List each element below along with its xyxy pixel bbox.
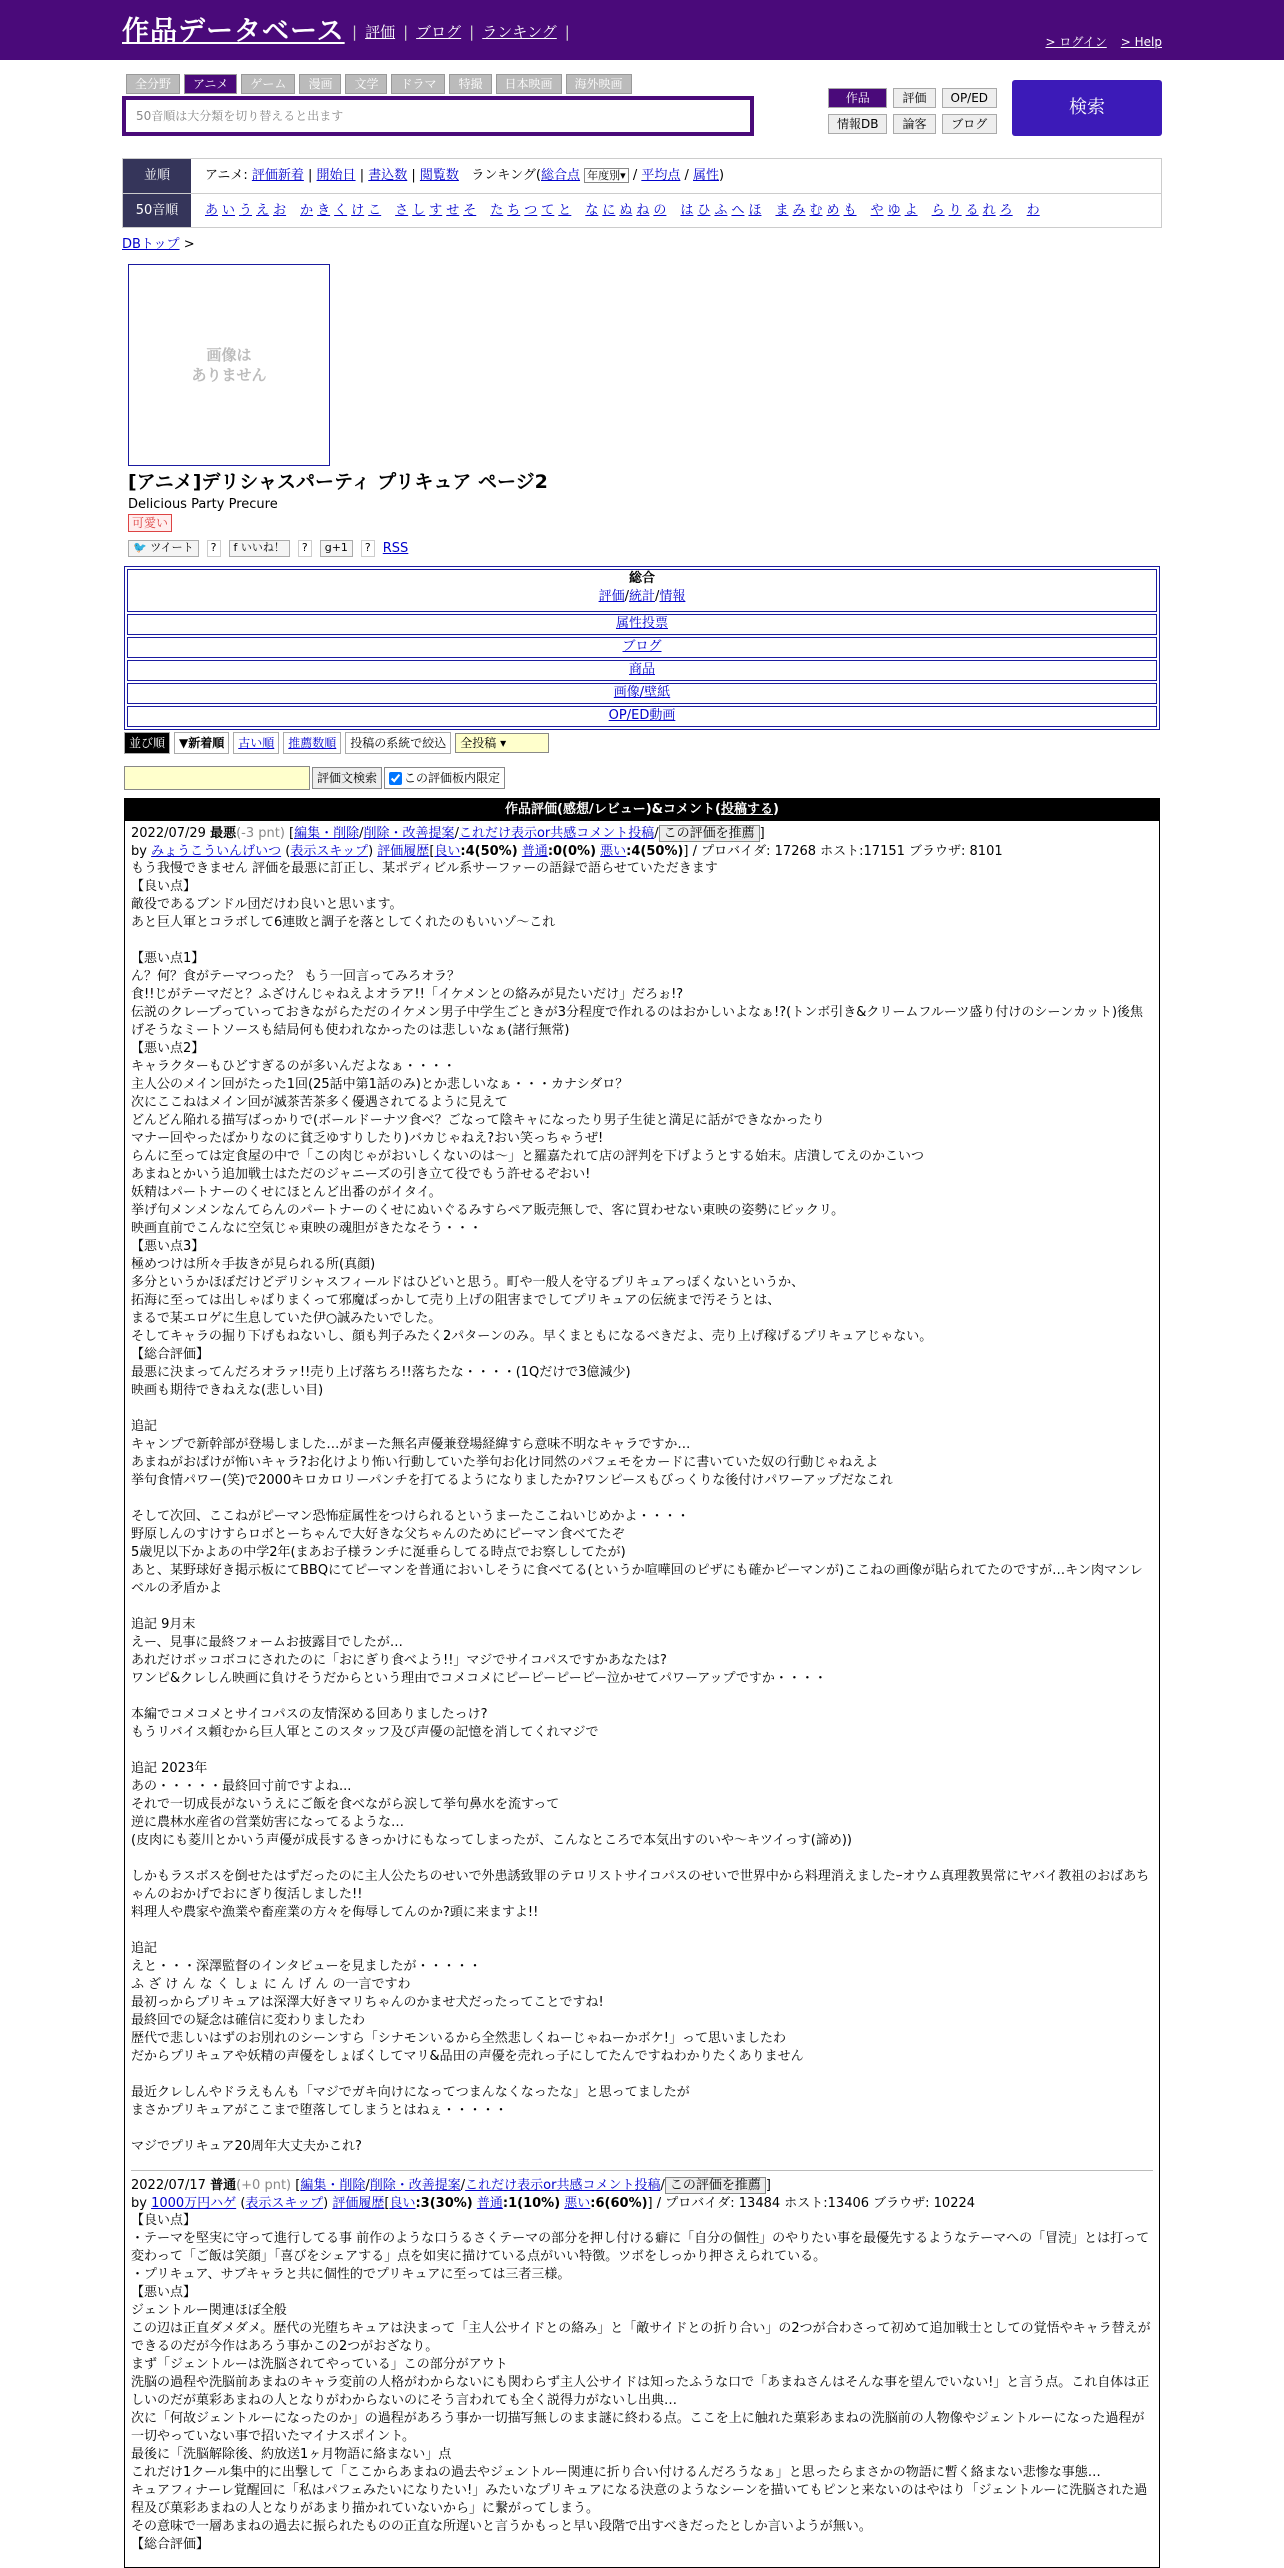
tab-fmovie[interactable]: 海外映画 [566,74,632,94]
kana-link[interactable]: く [334,202,348,218]
menu-oped[interactable]: OP/ED動画 [608,708,676,723]
sort-newest[interactable]: ▼新着順 [174,732,229,754]
normal-link[interactable]: 普通 [476,2195,503,2211]
menu-overall: 総合 [628,571,655,586]
good-link[interactable]: 良い [434,843,461,859]
kana-link[interactable]: ほ [748,202,762,218]
review-text: 【良い点】 ・テーマを堅実に守って進行してる事 前作のような口うるさくテーマの部分を押し付ける癖に「自分の個性」のやりたい事を最優先するようなテーマへの「冒涜」とは打って変わって「ご飯は笑顔」「喜びをシェアする」点を如実に描けている点がいい特徴。ツボをしっかり押さえられている。 ・プリキュア、サブキャラと共に個性的でプリキュアに至っては三者三様。 【悪い点】 ジェントルー関連ほぼ全般 この辺は正直ダメダメ。歴代の光堕ちキュアは決まって「主人公サイドとの絡み」と「敵サイドとの折り合い」の2つが合わさって初めて追加戦士としての覚悟やキャラ替えができるのだが今作はあろう事かこの2つがおざなり。 まず「ジェントルーは洗脳されてやっている」この部分がアウト 洗脳の過程や洗脳前あまねのキャラ変前の人格がわからないにも関わらず主人公サイドは知ったふうな口で「あまねさんはそんな事を望んでいない!」と言う点。これ自体は正しいのだが菓彩あまねの人となりがわからないのにそう言われても全く説得力がないし出典… 次に「何故ジェントルーになったのか」の過程があろう事か一切描写無しのまま謎に終わる点。ここを上に触れた菓彩あまねの洗脳前の人物像やジェントルーになった過程が一切やっていない事で招いたマイナスポイント。 最後に「洗脳解除後、約放送1ヶ月物語に絡まない」点 これだけ1クール集中的に出撃して「ここからあまねの過去やジェントルー関連に折り合い付けるんだろうなぁ」と思ったらまさかの物語に暫く絡まない悲惨な事態… キュアフィナーレ覚醒回に「私はパフェみたいになりたい!」みたいなプリキュアになる決意のようなシーンを描いてもピンと来ないのはやはり「ジェントルーに洗脳された過程及び菓彩あまねの人となりがあまり描かれていないから」に繋がってしまう。 その意味で一層あまねの過去に振られたものの正直な所遅いと言うかもっと早い段階で出すべきだったとしか言いようが無い。 【総合評価】 [131,2213,1151,2553]
bad-link[interactable]: 悪い [564,2195,591,2211]
page-title: [アニメ]デリシャスパーティ プリキュア ページ2 [128,471,548,493]
kana-link[interactable]: せ [446,202,460,218]
search-input[interactable]: 50音順は大分類を切り替えると出ます [122,96,754,136]
gplus-button[interactable]: g+1 [320,540,353,557]
kana-link[interactable]: わ [1026,202,1040,218]
kana-link[interactable]: へ [731,202,745,218]
search-opt-review[interactable]: 評価 [893,88,935,108]
kana-link[interactable]: な [585,202,599,218]
edit-link[interactable]: 編集・削除 [294,826,360,841]
help-link[interactable]: > Help [1120,35,1162,49]
search-options [828,88,997,134]
edit-link[interactable]: 編集・削除 [300,2178,366,2194]
review-date: 2022/07/17 [131,2178,206,2194]
menu-info[interactable]: 情報 [659,588,686,604]
kana-link[interactable]: た [490,202,504,218]
limit-checkbox[interactable]: この評価板内限定 [384,767,505,789]
review-user[interactable]: みょうこういんげいつ [151,843,282,859]
review-points: (+0 pnt) [236,2178,292,2194]
review-rating: 最悪 [210,826,237,841]
review-search-input[interactable] [124,766,310,790]
tab-anime[interactable]: アニメ [184,74,237,94]
menu-images[interactable]: 画像/壁紙 [613,685,671,700]
reviews-header: 作品評価(感想/レビュー)&コメント(投稿する) [125,799,1159,821]
kana-link[interactable]: あ [205,202,219,218]
ranking-attribute[interactable]: 属性 [693,168,720,184]
category-tabs [126,74,632,94]
kana-link[interactable]: む [809,202,823,218]
site-logo[interactable]: 作品データベース [122,16,345,47]
tab-drama[interactable]: ドラマ [391,74,445,94]
review-stats: / プロバイダ: 17268 ホスト:17151 ブラウザ: 8101 [692,843,1003,859]
kana-link[interactable]: り [948,202,962,218]
search-opt-infodb[interactable]: 情報DB [828,114,887,134]
recommend-button[interactable]: この評価を推薦 [659,825,760,842]
bad-link[interactable]: 悪い [600,843,627,859]
kana-index [191,202,1044,220]
kana-link[interactable]: の [653,202,667,218]
work-menu: 総合 評価/統計/情報 属性投票 ブログ 商品 画像/壁紙 OP/ED動画 [124,566,1160,730]
sort-bar [124,732,549,754]
nav-ranking[interactable]: ランキング [482,23,557,41]
normal-link[interactable]: 普通 [521,843,548,859]
kana-link[interactable]: い [222,202,236,218]
kana-link[interactable]: て [541,202,555,218]
tab-literature[interactable]: 文学 [345,74,387,94]
kana-link[interactable]: け [351,202,365,218]
kana-link[interactable]: つ [524,202,538,218]
sort-order-label: 並び順 [124,732,170,754]
header-bar [0,0,1284,60]
kana-link[interactable]: ね [636,202,650,218]
skip-link[interactable]: 表示スキップ [290,843,369,859]
kana-link[interactable]: も [843,202,857,218]
sort-views[interactable]: 閲覧数 [419,168,459,184]
kana-link[interactable]: さ [395,202,409,218]
kana-link[interactable]: ぬ [619,202,633,218]
report-link[interactable]: 削除・改善提案 [363,826,455,841]
skip-link[interactable]: 表示スキップ [245,2195,324,2211]
sort-new-reviews[interactable]: 評価新着 [251,168,304,184]
social-buttons: 🐦 ツイート ? f いいね！ ? g+1 ? RSS [128,540,408,558]
kana-link[interactable]: ま [775,202,789,218]
menu-blog[interactable]: ブログ [622,639,662,654]
sort-oldest[interactable]: 古い順 [233,732,279,754]
kana-link[interactable]: め [826,202,840,218]
review-text: もう我慢できません 評価を最悪に訂正し、某ポディビル系サーファーの語録で語らせていただきます 【良い点】 敵役であるブンドル団だけわ良いと思います。 あと巨人軍とコラボして6連敗と調子を落としてくれたのもいいゾ〜これ 【悪い点1】 ん？何？食がテーマつった？ もう一回言ってみろオラ？ 食!!じがテーマだと？ふざけんじゃねえよオラア!!「イケメンとの絡みが見たいだけ」だろぉ!? 伝説のクレープっていっておきながらただのイケメン男子中学生ごときが3分程度で作れるのはおかしいよなぁ!?(トンボ引き&クリームフルーツ盛り付けのシーンカット)後焦げそうなミートソースも結局何も使われなかったのは悲しいなぁ(諸行無常) 【悪い点2】 キャラクターもひどすぎるのが多いんだよなぁ・・・・ 主人公のメイン回がたった1回(25話中第1話のみ)とか悲しいなぁ・・・カナシダロ？ 次にここねはメイン回が滅茶苦茶多く優遇されてるように見えて どんどん陥れる描写ばっかりで(ボールドーナツ食べ？ごなって陰キャになったり男子生徒と満足に話ができなかったり マナー回やったばかりなのに貧乏ゆすりしたり)バカじゃねえ?おい笑っちゃうぜ! らんに至っては定食屋の中で「この肉じゃがおいしくないのは〜」と羅嘉たれて店の評判を下げようとする始末。店潰してえのかこいつ あまねとかいう追加戦士はただのジャニーズの引き立て役でもう許せるぞおい! 妖精はパートナーのくせにほとんど出番のがイタイ。 挙げ句メンメンなんてらんのパートナーのくせにぬいぐるみすらペア販売無しで、客に買わせない東映の姿勢にビックリ。 映画直前でこんなに空気じゃ東映の魂胆がきたなそう・・・ 【悪い点3】 極めつけは所々手抜きが見られる所(真顔) 多分というかほぼだけどデリシャスフィールドはひどいと思う。町や一般人を守るプリキュアっぽくないというか、 拓海に至っては出しゃばりまくって邪魔ばっかして売り上げの阻害までしてプリキュアの伝統まで汚そうとは、 まるで某エロゲに生息していた伊○誠みたいでした。 そしてキャラの掘り下げもねないし、顔も判子みたく2パターンのみ。早くまともになるべきだよ、売り上げ稼げるプリキュアじゃない。 【総合評価】 最悪に決まってんだろオラァ!!売り上げ落ちろ!!落ちたな・・・・(1Qだけで3億減少) 映画も期待できねえな(悲しい目) 追記 キャンプで新幹部が登場しました…がまーた無名声優兼登場経緯すら意味不明なキャラですか… あまねがおばけが怖いキャラ?お化けより怖い行動していた挙句お化け同然のパフェモをカードに書いていた奴の行動じゃねえよ 挙句食情パワー(笑)で2000キロカロリーパンチを打てるようになりましたか?ワンピースもびっくりな後付けパワーアップだなこれ そして次回、ここねがピーマン恐怖症属性をつけられるというまーたここねいじめかよ・・・・ 野原しんのすけすらロボとーちゃんで大好きな父ちゃんのためにピーマン食べてたぞ 5歳児以下かよあの中学2年(まあお子様ランチに涎垂らしてる時点でお察ししてたが) あと、某野球好き掲示板にてBBQにてピーマンを普通においしそうに食べてる(というか喧嘩回のピザにも確かピーマンが)ここねの画像が貼られてたのですが…キン肉マンレベルの矛盾かよ 追記 9月末 えー、見事に最終フォームお披露目でしたが… あれだけボッコボコにされたのに「おにぎり食べよう!!」マジでサイコパスですかあなたは? ワンピ&クレしん映画に負けそうだからという理由でコメコメにピーピーピーピー泣かせてパワーアップですか・・・・ 本編でコメコメとサイコパスの友情深める回ありましたっけ? もうリバイス頼むから巨人軍とこのスタッフ及び声優の記憶を消してくれマジで 追記 2023年 あの・・・・・最終回寸前ですよね... それで一切成長がないうえにご飯を食べながら涙して挙句鼻水を流すって 逆に農林水産省の営業妨害になってるような… (皮肉にも菱川とかいう声優が成長するきっかけにもなってしまったが、こんなところで本気出すのいや〜キツイっす(諦め)) しかもラスボスを倒せたはずだったのに主人公たちのせいで外患誘致罪のテロリストサイコパスのせいで世界中から料理消えましたｰオウム真理教異常にヤバイ教祖のおばあちゃんのおかげでおにぎり復活しました!! 料理人や農家や漁業や畜産業の方々を侮辱してんのか?頭に来ますよ!! 追記 えと・・・深澤監督のインタビューを見ましたが・・・・・ ふ ざ け ん な く しょ に ん げ ん の一言ですわ 最初っからプリキュアは深澤大好きマリちゃんのかませ犬だったってことですね! 最終回での疑念は確信に変わりましたわ 歴代で悲しいはずのお別れのシーンすら「シナモンいるから全然悲しくねーじゃねーかボケ!」って思いましたわ だからプリキュアや妖精の声優をしょぼくしてマリ&品田の声優を売れっ子にしてたんですねわかりたくありません 最近クレしんやドラえもんも「マジでガキ向けになってつまんなくなったな」と思ってましたが まさかプリキュアがここまで堕落してしまうとはねぇ・・・・・ マジでプリキュア20周年大丈夫かこれ? [131,861,1150,2155]
review-date: 2022/07/29 [131,826,206,841]
kana-link[interactable]: は [680,202,694,218]
reviews-section [124,798,1160,2568]
sort-recommend[interactable]: 推薦数順 [283,732,341,754]
review-points: (-3 pnt) [236,826,285,841]
review-search-button[interactable]: 評価文検索 [312,767,382,789]
post-review-link[interactable]: 投稿する [720,802,773,817]
review-rating: 普通 [210,2178,237,2194]
show-only-link[interactable]: これだけ表示or共感コメント投稿 [458,826,655,841]
year-select[interactable]: 年度別▾ [584,168,629,183]
breadcrumb: DBトップ > [122,237,195,252]
review-stats: / プロバイダ: 13484 ホスト:13406 ブラウザ: 10224 [656,2195,976,2211]
search-opt-work[interactable]: 作品 [828,88,887,108]
menu-attr-vote[interactable]: 属性投票 [615,616,668,631]
tab-tokusatsu[interactable]: 特撮 [449,74,491,94]
sub-nav: 並順 アニメ: 評価新着 | 開始日 | 書込数 | 閲覧数 ランキング(総合点 年度別▾ / 平均点 / 属性) 50音順 あ い う え お か き く け こ さ し す せ そ た ち つ て と な に ぬ ね の は ひ ふ へ ほ ま み む め も や ゆ よ ら り る れ ろ わ [122,158,1162,228]
search-button[interactable]: 検索 [1012,80,1162,136]
kana-link[interactable]: や [870,202,884,218]
kana-link[interactable]: す [429,202,443,218]
kana-link[interactable]: ふ [714,202,728,218]
attribute-tag[interactable]: 可愛い [128,514,172,532]
recommend-button[interactable]: この評価を推薦 [665,2177,766,2194]
kana-link[interactable]: ら [931,202,945,218]
sort-start-date[interactable]: 開始日 [316,168,356,184]
kana-link[interactable]: き [317,202,331,218]
top-nav: | 評価 | ブログ | ランキング | [352,23,570,41]
kana-link[interactable]: に [602,202,616,218]
kana-link[interactable]: よ [904,202,918,218]
kana-link[interactable]: る [965,202,979,218]
search-opt-oped[interactable]: OP/ED [942,88,998,108]
kana-link[interactable]: お [273,202,287,218]
kana-link[interactable]: ひ [697,202,711,218]
sort-label: 並順 [123,159,191,193]
search-opt-critic[interactable]: 論客 [893,114,935,134]
tab-jmovie[interactable]: 日本映画 [496,74,562,94]
history-link[interactable]: 評価履歴 [332,2195,385,2211]
kana-link[interactable]: こ [368,202,382,218]
history-link[interactable]: 評価履歴 [377,843,430,859]
kana-link[interactable]: れ [982,202,996,218]
nav-blog[interactable]: ブログ [416,23,462,41]
review-item: 2022/07/29 最悪(-3 pnt) [編集・削除/削除・改善提案/これだけ表示or共感コメント投稿/ この評価を推薦 ] by みょうこういんげいつ (表示スキップ) 評価履歴[良い:4(50%) 普通:0(0%) 悪い:4(50%)] / プロバイダ: 17268 ホスト:17151 ブラウザ: 8101 もう我慢できません 評価を最悪に訂正し、某ポディビル系サーファーの語録で語らせていただきます 【良い点】 敵役であるブンドル団だけわ良いと思います。 あと巨人軍とコラボして6連敗と調子を落としてくれたのもいいゾ〜これ 【悪い点1】 ん？何？食がテーマつった？ もう一回言ってみろオラ？ 食!!じがテーマだと？ふざけんじゃねえよオラア!!「イケメンとの絡みが見たいだけ」だろぉ!? 伝説のクレープっていっておきながらただのイケメン男子中学生ごときが3分程度で作れるのはおかしいよなぁ!?(トンボ引き&クリームフルーツ盛り付けのシーンカット)後焦げそうなミートソースも結局何も使われなかったのは悲しいなぁ(諸行無常) 【悪い点2】 キャラクターもひどすぎるのが多いんだよなぁ・・・・ 主人公のメイン回がたった1回(25話中第1話のみ)とか悲しいなぁ・・・カナシダロ？ 次にここねはメイン回が滅茶苦茶多く優遇されてるように見えて どんどん陥れる描写ばっかりで(ボールドーナツ食べ？ごなって陰キャになったり男子生徒と満足に話ができなかったり マナー回やったばかりなのに貧乏ゆすりしたり)バカじゃねえ?おい笑っちゃうぜ! らんに至っては定食屋の中で「この肉じゃがおいしくないのは〜」と羅嘉たれて店の評判を下げようとする始末。店潰してえのかこいつ あまねとかいう追加戦士はただのジャニーズの引き立て役でもう許せるぞおい! 妖精はパートナーのくせにほとんど出番のがイタイ。 挙げ句メンメンなんてらんのパートナーのくせにぬいぐるみすらペア販売無しで、客に買わせない東映の姿勢にビックリ。 映画直前でこんなに空気じゃ東映の魂胆がきたなそう・・・ 【悪い点3】 極めつけは所々手抜きが見られる所(真顔) 多分というかほぼだけどデリシャスフィールドはひどいと思う。町や一般人を守るプリキュアっぽくないというか、 拓海に至っては出しゃばりまくって邪魔ばっかして売り上げの阻害までしてプリキュアの伝統まで汚そうとは、 まるで某エロゲに生息していた伊○誠みたいでした。 そしてキャラの掘り下げもねないし、顔も判子みたく2パターンのみ。早くまともになるべきだよ、売り上げ稼げるプリキュアじゃない。 【総合評価】 最悪に決まってんだろオラァ!!売り上げ落ちろ!!落ちたな・・・・(1Qだけで3億減少) 映画も期待できねえな(悲しい目) 追記 キャンプで新幹部が登場しました…がまーた無名声優兼登場経緯すら意味不明なキャラですか… あまねがおばけが怖いキャラ?お化けより怖い行動していた挙句お化け同然のパフェモをカードに書いていた奴の行動じゃねえよ 挙句食情パワー(笑)で2000キロカロリーパンチを打てるようになりましたか?ワンピースもびっくりな後付けパワーアップだなこれ そして次回、ここねがピーマン恐怖症属性をつけられるというまーたここねいじめかよ・・・・ 野原しんのすけすらロボとーちゃんで大好きな父ちゃんのためにピーマン食べてたぞ 5歳児以下かよあの中学2年(まあお子様ランチに涎垂らしてる時点でお察ししてたが) あと、某野球好き掲示板にてBBQにてピーマンを普通においしそうに食べてる(というか喧嘩回のピザにも確かピーマンが)ここねの画像が貼られてたのですが…キン肉マンレベルの矛盾かよ 追記 9月末 えー、見事に最終フォームお披露目でしたが… あれだけボッコボコにされたのに「おにぎり食べよう!!」マジでサイコパスですかあなたは? ワンピ&クレしん映画に負けそうだからという理由でコメコメにピーピーピーピー泣かせてパワーアップですか・・・・ 本編でコメコメとサイコパスの友情深める回ありましたっけ? もうリバイス頼むから巨人軍とこのスタッフ及び声優の記憶を消してくれマジで 追記 2023年 あの・・・・・最終回寸前ですよね... それで一切成長がないうえにご飯を食べながら涙して挙句鼻水を流すって 逆に農林水産省の営業妨害になってるような… (皮肉にも菱川とかいう声優が成長するきっかけにもなってしまったが、こんなところで本気出すのいや〜キツイっす(諦め)) しかもラスボスを倒せたはずだったのに主人公たちのせいで外患誘致罪のテロリストサイコパスのせいで世界中から料理消えましたｰオウム真理教異常にヤバイ教祖のおばあちゃんのおかげでおにぎり復活しました!! 料理人や農家や漁業や畜産業の方々を侮辱してんのか?頭に来ますよ!! 追記 えと・・・深澤監督のインタビューを見ましたが・・・・・ ふ ざ け ん な く しょ に ん げ ん の一言ですわ 最初っからプリキュアは深澤大好きマリちゃんのかませ犬だったってことですね! 最終回での疑念は確信に変わりましたわ 歴代で悲しいはずのお別れのシーンすら「シナモンいるから全然悲しくねーじゃねーかボケ!」って思いましたわ だからプリキュアや妖精の声優をしょぼくしてマリ&品田の声優を売れっ子にしてたんですねわかりたくありません 最近クレしんやドラえもんも「マジでガキ向けになってつまんなくなったな」と思ってましたが まさかプリキュアがここまで堕落してしまうとはねぇ・・・・・ マジでプリキュア20周年大丈夫かこれ? [125,821,1159,2160]
tweet-button[interactable]: 🐦 ツイート [128,540,199,557]
good-link[interactable]: 良い [389,2195,416,2211]
ranking-total[interactable]: 総合点 [541,168,581,184]
tab-manga[interactable]: 漫画 [299,74,341,94]
kana-link[interactable]: え [256,202,270,218]
menu-review[interactable]: 評価 [598,588,625,604]
kana-link[interactable]: み [792,202,806,218]
kana-link[interactable]: そ [463,202,477,218]
db-top-link[interactable]: DBトップ [122,237,180,252]
menu-stats[interactable]: 統計 [628,588,655,604]
no-image-placeholder: 画像は ありません [128,264,330,466]
search-opt-blog[interactable]: ブログ [942,114,998,134]
nav-review[interactable]: 評価 [365,23,396,41]
login-link[interactable]: > ログイン [1045,35,1107,49]
page-subtitle: Delicious Party Precure [128,497,278,512]
kana-link[interactable]: ろ [999,202,1013,218]
kana-link[interactable]: ち [507,202,521,218]
rss-link[interactable]: RSS [382,541,409,556]
kana-link[interactable]: ゆ [887,202,901,218]
kana-link[interactable]: か [300,202,314,218]
header-right [1045,34,1162,50]
filter-bar [124,766,505,790]
menu-goods[interactable]: 商品 [628,662,655,677]
kana-label: 50音順 [123,194,191,227]
sort-post-count[interactable]: 書込数 [368,168,408,184]
review-item: 2022/07/17 普通(+0 pnt) [編集・削除/削除・改善提案/これだけ表示or共感コメント投稿/ この評価を推薦 ] by 1000万円ハゲ (表示スキップ) 評価履歴[良い:3(30%) 普通:1(10%) 悪い:6(60%)] / プロバイダ: 13484 ホスト:13406 ブラウザ: 10224 【良い点】 ・テーマを堅実に守って進行してる事 前作のような口うるさくテーマの部分を押し付ける癖に「自分の個性」のやりたい事を最優先するようなテーマへの「冒涜」とは打って変わって「ご飯は笑顔」「喜びをシェアする」点を如実に描けている点がいい特徴。ツボをしっかり押さえられている。 ・プリキュア、サブキャラと共に個性的でプリキュアに至っては三者三様。 【悪い点】 ジェントルー関連ほぼ全般 この辺は正直ダメダメ。歴代の光堕ちキュアは決まって「主人公サイドとの絡み」と「敵サイドとの折り合い」の2つが合わさって初めて追加戦士としての覚悟やキャラ替えができるのだが今作はあろう事かこの2つがおざなり。 まず「ジェントルーは洗脳されてやっている」この部分がアウト 洗脳の過程や洗脳前あまねのキャラ変前の人格がわからないにも関わらず主人公サイドは知ったふうな口で「あまねさんはそんな事を望んでいない!」と言う点。これ自体は正しいのだが菓彩あまねの人となりがわからないのにそう言われても全く説得力がないし出典… 次に「何故ジェントルーになったのか」の過程があろう事か一切描写無しのまま謎に終わる点。ここを上に触れた菓彩あまねの洗脳前の人物像やジェントルーになった過程が一切やっていない事で招いたマイナスポイント。 最後に「洗脳解除後、約放送1ヶ月物語に絡まない」点 これだけ1クール集中的に出撃して「ここからあまねの過去やジェントルー関連に折り合い付けるんだろうなぁ」と思ったらまさかの物語に暫く絡まない悲惨な事態… キュアフィナーレ覚醒回に「私はパフェみたいになりたい!」みたいなプリキュアになる決意のようなシーンを描いてもピンと来ないのはやはり「ジェントルーに洗脳された過程及び菓彩あまねの人となりがあまり描かれていないから」に繋がってしまう。 その意味で一層あまねの過去に振られたものの正直な所遅いと言うかもっと早い段階で出すべきだったとしか言いようが無い。 【総合評価】 [125,2160,1159,2558]
ranking-average[interactable]: 平均点 [641,168,681,184]
kana-link[interactable]: と [558,202,572,218]
tab-all[interactable]: 全分野 [126,74,180,94]
report-link[interactable]: 削除・改善提案 [369,2178,461,2194]
system-filter-select[interactable]: 全投稿 ▾ [455,733,549,753]
review-user[interactable]: 1000万円ハゲ [151,2195,237,2211]
system-filter-label: 投稿の系統で絞込 [345,732,451,754]
like-button[interactable]: f いいね！ [229,540,290,557]
show-only-link[interactable]: これだけ表示or共感コメント投稿 [465,2178,661,2194]
kana-link[interactable]: う [239,202,253,218]
kana-link[interactable]: し [412,202,426,218]
tab-game[interactable]: ゲーム [241,74,295,94]
